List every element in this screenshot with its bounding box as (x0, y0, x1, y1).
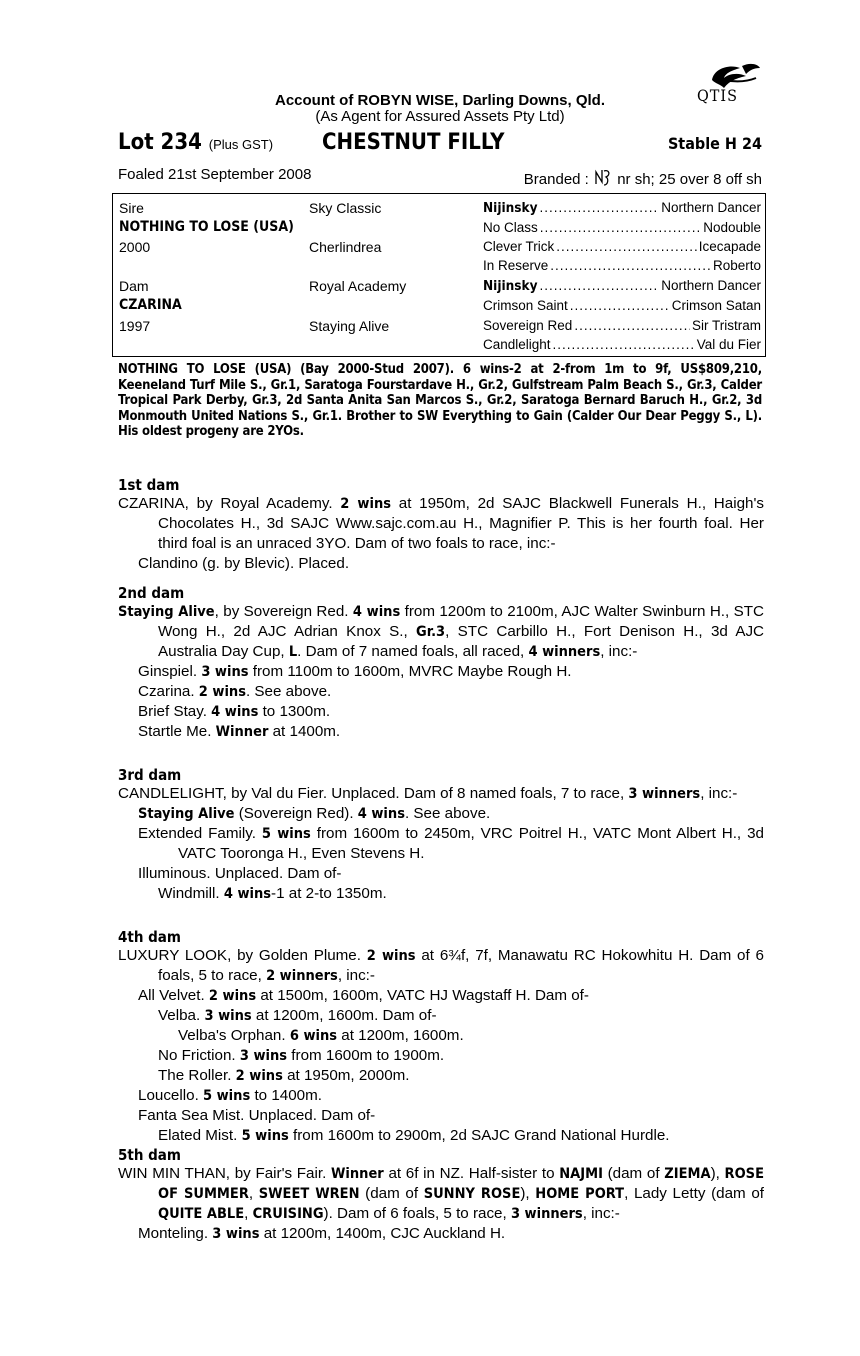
lot-header (118, 130, 762, 156)
progeny-line: Velba. 3 wins at 1200m, 1600m. Dam of- (158, 1007, 437, 1024)
sire-year: 2000 (119, 239, 151, 255)
sire-dam: Cherlindrea (309, 239, 382, 255)
lot-number: Lot 234 (Plus GST) (118, 130, 274, 155)
progeny-line: Fanta Sea Mist. Unplaced. Dam of- (138, 1107, 376, 1124)
progeny-line: Windmill. 4 wins-1 at 2-to 1350m. (158, 885, 387, 902)
dam-paragraph: Staying Alive, by Sovereign Red. 4 wins from 1200m to 2100m, AJC Walter Swinburn H., STC Wong H., 2d AJC Adrian Knox S., Gr.3, STC Carbillo H., Fort Denison H., 3d AJC Australia Day Cup, L. Dam of 7 named foals, all raced, 4 winners, inc:- (118, 603, 765, 660)
progeny-line: No Friction. 3 wins from 1600m to 1900m. (158, 1047, 445, 1064)
grandsire-row: Crimson Saint ..... Crimson Satan (483, 296, 761, 316)
grandsire-row: Sovereign Red ..... Sir Tristram (483, 316, 761, 336)
progeny-line: Brief Stay. 4 wins to 1300m. (138, 703, 331, 720)
grandsire-row: In Reserve ..... Roberto (483, 256, 761, 276)
section-heading: 1st dam (118, 476, 180, 494)
section-heading: 5th dam (118, 1146, 181, 1164)
progeny-line: Loucello. 5 wins to 1400m. (138, 1087, 322, 1104)
horse-description: CHESTNUT FILLY (322, 130, 505, 155)
brand-mark-icon (593, 166, 613, 188)
progeny-line: The Roller. 2 wins at 1950m, 2000m. (158, 1067, 410, 1084)
progeny-line: Velba's Orphan. 6 wins at 1200m, 1600m. (178, 1027, 464, 1044)
progeny-line: Staying Alive (Sovereign Red). 4 wins. See above. (138, 805, 491, 822)
progeny-line: Clandino (g. by Blevic). Placed. (138, 555, 350, 572)
dam-paragraph: CZARINA, by Royal Academy. 2 wins at 1950m, 2d SAJC Blackwell Funerals H., Haigh's Chocolates H., 3d SAJC Www.sajc.com.au H., Magnifier P. This is her fourth foal. Her third foal is an unraced 3YO. Dam of two foals to race, inc:- (118, 495, 764, 552)
progeny-line: Elated Mist. 5 wins from 1600m to 2900m, 2d SAJC Grand National Hurdle. (158, 1127, 670, 1144)
sire-sire: Sky Classic (309, 200, 382, 216)
fifth-dam-section (118, 1146, 764, 1244)
grandsire-row: Candlelight ..... Val du Fier (483, 335, 761, 355)
grandsire-row: No Class ..... Nodouble (483, 218, 761, 238)
pedigree-table (112, 193, 766, 357)
progeny-line: All Velvet. 2 wins at 1500m, 1600m, VATC HJ Wagstaff H. Dam of- (138, 987, 589, 1004)
foaled-date: Foaled 21st September 2008 (118, 166, 312, 183)
grandsire-row: Nijinsky ..... Northern Dancer (483, 198, 761, 218)
section-heading: 2nd dam (118, 584, 185, 602)
grandsire-row: Clever Trick ..... Icecapade (483, 237, 761, 257)
progeny-line: Czarina. 2 wins. See above. (138, 683, 332, 700)
section-heading: 3rd dam (118, 766, 182, 784)
vendor-agent: (As Agent for Assured Assets Pty Ltd) (315, 108, 565, 125)
dam-sire: Royal Academy (309, 278, 407, 294)
dam-paragraph: WIN MIN THAN, by Fair's Fair. Winner at 6f in NZ. Half-sister to NAJMI (dam of ZIEMA), ROSE OF SUMMER, SWEET WREN (dam of SUNNY ROSE), HOME PORT, Lady Letty (dam of QUITE ABLE, CRUISING). Dam of 6 foals, 5 to race, 3 winners, inc:- (118, 1165, 764, 1222)
stable-number: Stable H 24 (667, 134, 762, 153)
sire-name: NOTHING TO LOSE (USA) (119, 219, 294, 235)
dam-paragraph: LUXURY LOOK, by Golden Plume. 2 wins at 6¾f, 7f, Manawatu RC Hokowhitu H. Dam of 6 foals, 5 to race, 2 winners, inc:- (118, 947, 764, 984)
third-dam-section (118, 766, 764, 904)
second-dam-section (118, 584, 764, 742)
dam-year: 1997 (119, 318, 151, 334)
logo-text: QTIS (697, 86, 738, 105)
dam-dam: Staying Alive (309, 318, 390, 334)
vendor-account: Account of ROBYN WISE, Darling Downs, Qld. (274, 92, 605, 109)
progeny-line: Extended Family. 5 wins from 1600m to 2450m, VRC Poitrel H., VATC Mont Albert H., 3d VATC Tooronga H., Even Stevens H. (138, 825, 764, 862)
dam-label: Dam (119, 278, 149, 294)
fourth-dam-section (118, 928, 764, 1146)
progeny-line: Monteling. 3 wins at 1200m, 1400m, CJC Auckland H. (138, 1225, 506, 1242)
dam-name: CZARINA (119, 297, 182, 313)
gst-note: (Plus GST) (208, 137, 274, 152)
first-dam-section (118, 476, 764, 574)
progeny-line: Startle Me. Winner at 1400m. (138, 723, 341, 740)
dam-paragraph: CANDLELIGHT, by Val du Fier. Unplaced. Dam of 8 named foals, 7 to race, 3 winners, inc:- (118, 785, 738, 802)
progeny-line: Illuminous. Unplaced. Dam of- (138, 865, 342, 882)
sire-label: Sire (119, 200, 144, 216)
progeny-line: Ginspiel. 3 wins from 1100m to 1600m, MVRC Maybe Rough H. (138, 663, 572, 680)
sire-notes: NOTHING TO LOSE (USA) (Bay 2000-Stud 2007). 6 wins-2 at 2-from 1m to 9f, US$809,210, Keeneland Turf Mile S., Gr.1, Saratoga Fourstardave H., Gr.2, Gulfstream Palm Beach S., Gr.3, Calder Tropical Park Derby, Gr.3, 2d Santa Anita San Marcos S., Gr.2, Saratoga Bernard Baruch H., Gr.2, 3d Monmouth United Nations S., Gr.1. Brother to SW Everything to Gain (Calder Our Dear Peggy S., L). His oldest progeny are 2YOs. (118, 362, 762, 439)
section-heading: 4th dam (118, 928, 181, 946)
grandsire-row: Nijinsky ..... Northern Dancer (483, 276, 761, 296)
branding: Branded : nr sh; 25 over 8 off sh (524, 166, 762, 188)
